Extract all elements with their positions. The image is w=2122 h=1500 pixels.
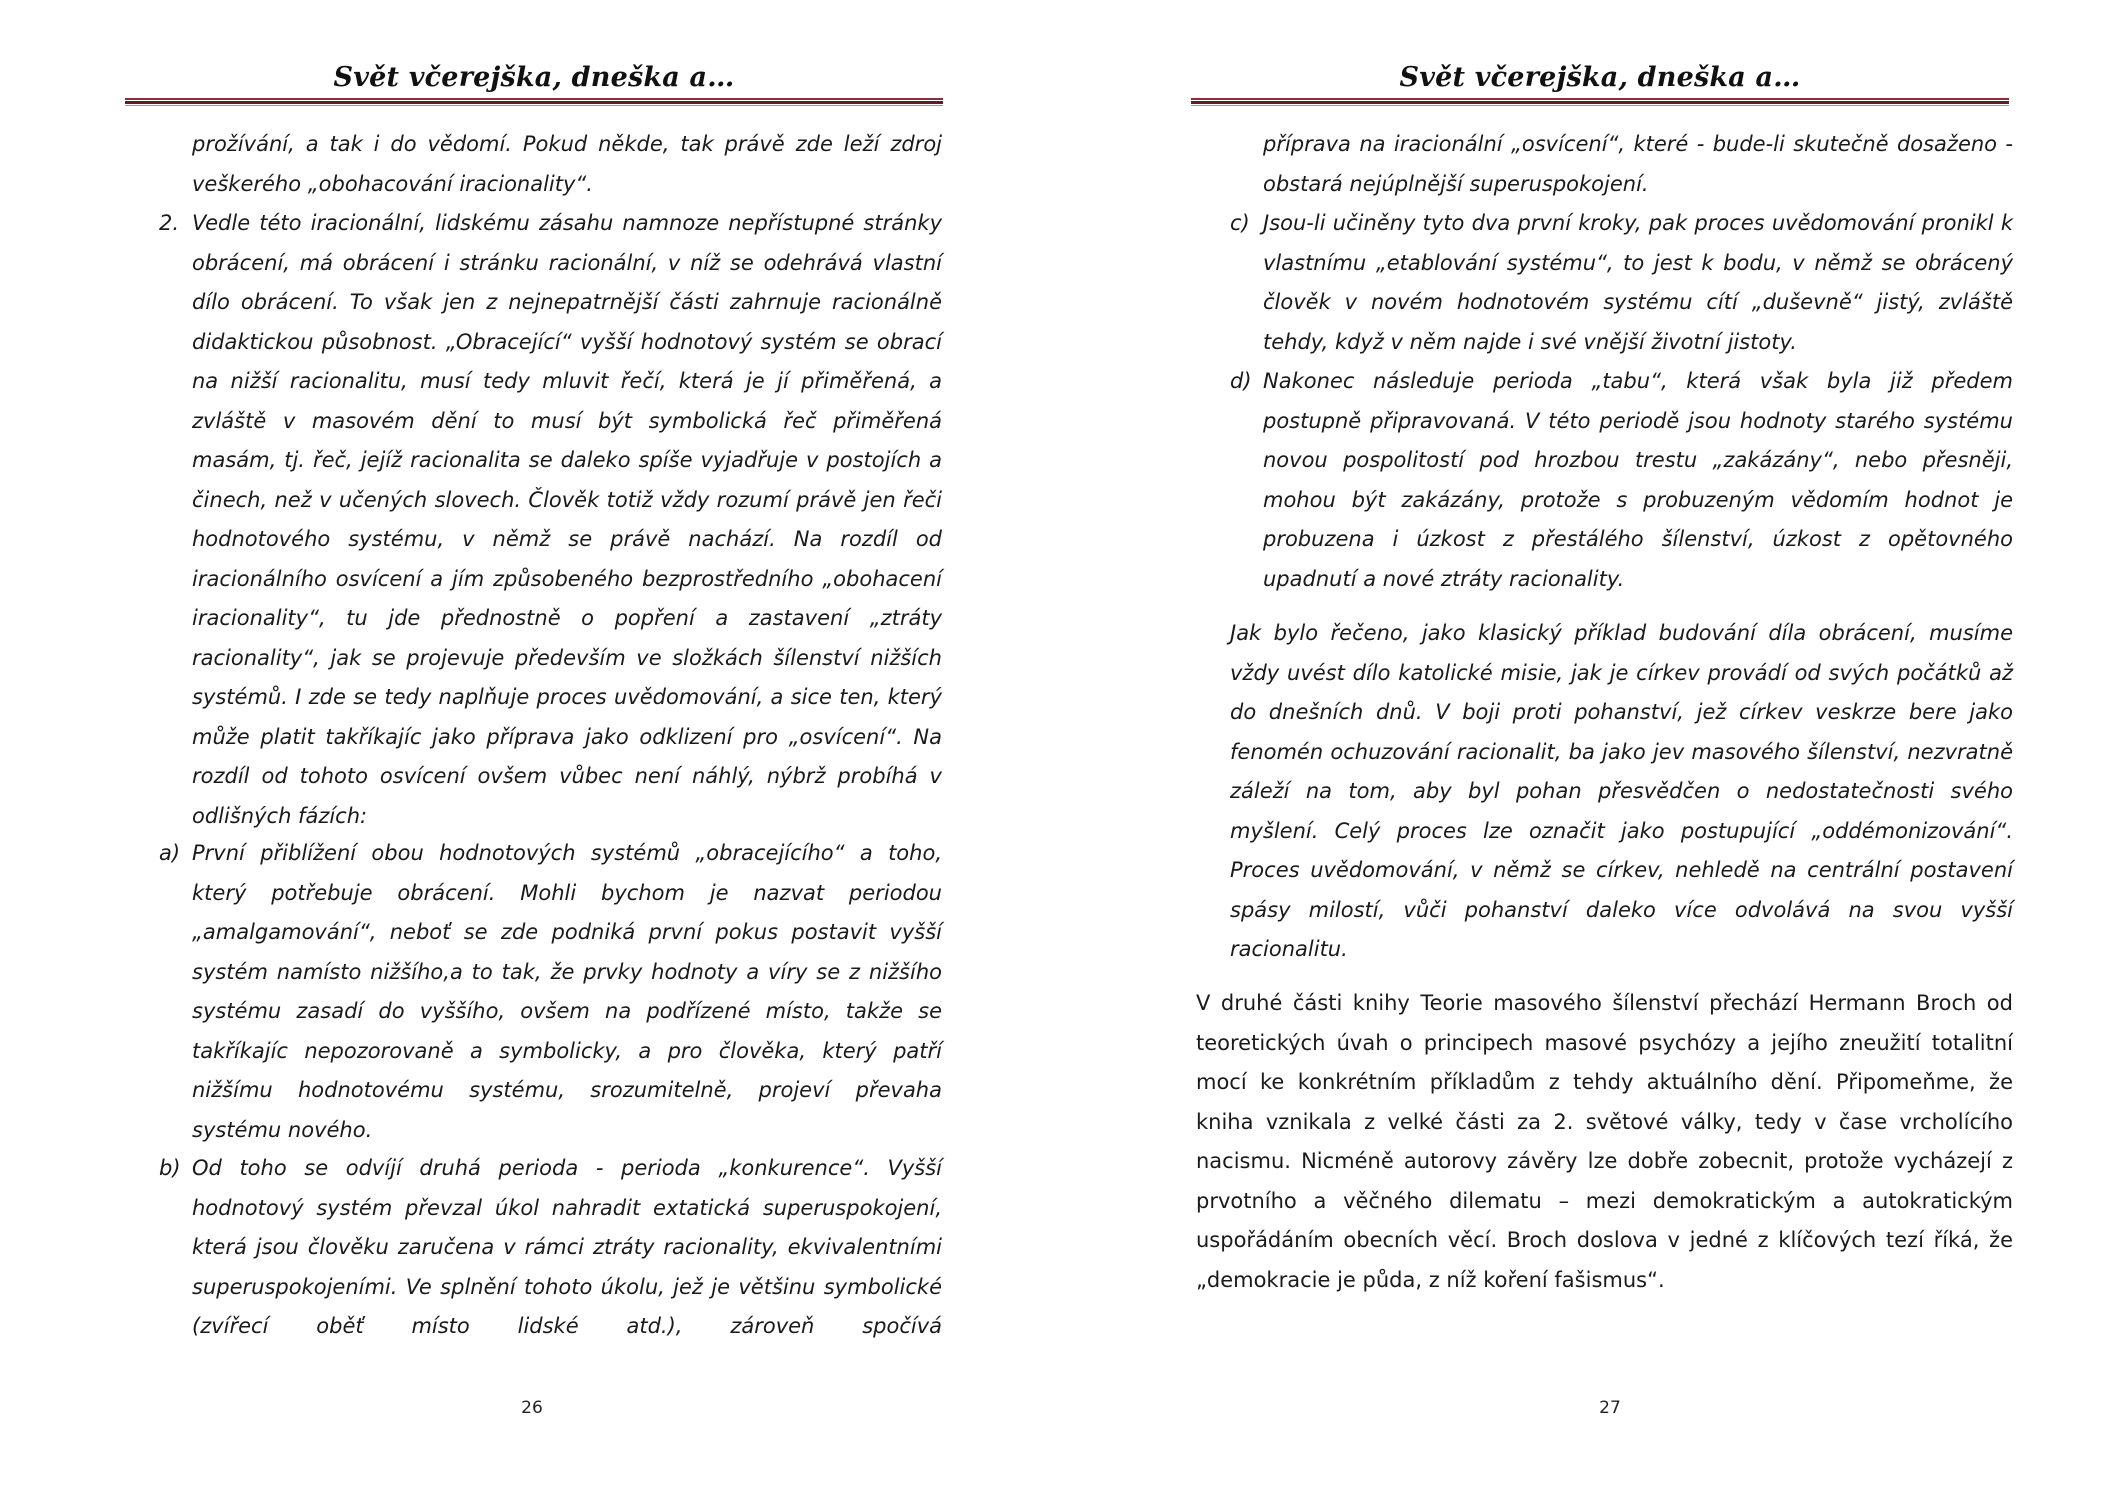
header-rule-line	[125, 105, 943, 106]
quote-paragraph: Jak bylo řečeno, jako klasický příklad budování díla obrácení, musíme vždy uvést dílo katolické misie, jak je církev provádí od svých počátků až do dnešních dnů. V boji proti pohanství, jež církev veskrze bere jako fenomén ochuzování racionalit, ba jako jev masového šílenství, nezvratně záleží na tom, aby byl pohan přesvědčen o nedostatečnosti svého myšlení. Celý proces lze označit jako postupující „oddémonizování“. Proces uvědomování, v němž se církev, nehledě na centrální postavení spásy milostí, vůči pohanství daleko více odvolává na svou vyšší racionalitu.	[1230, 621, 2013, 961]
list-marker: b)	[159, 1156, 181, 1180]
list-item-text: Vedle této iracionální, lidskému zásahu namnoze nepřístupné stránky obrácení, má obrácení i stránku racionální, v níž se odehrává vlastní dílo obrácení. To však jen z nejnepatrnější části zahrnuje racionálně didaktickou působnost. „Obracející“ vyšší hodnotový systém se obrací na nižší racionalitu, musí tedy mluvit řečí, která je jí přiměřená, a zvláště v masovém dění to musí být symbolická řeč přiměřená masám, tj. řeč, jejíž racionalita se daleko spíše vyjadřuje v postojích a činech, než v učených slovech. Člověk totiž vždy rozumí právě jen řeči hodnotového systému, v němž se právě nachází. Na rozdíl od iracionálního osvícení a jím způsobeného bezprostředního „obohacení iracionality“, tu jde přednostně o popření a zastavení „ztráty racionality“, jak se projevuje především ve složkách šílenství nižších systémů. I zde se tedy naplňuje proces uvědomování, a sice ten, který může platit takříkajíc jako příprava jako odklizení pro „osvícení“. Na rozdíl od tohoto osvícení ovšem vůbec není náhlý, nýbrž probíhá v odlišných fázích:	[192, 211, 942, 828]
list-item-text: Nakonec následuje perioda „tabu“, která však byla již předem postupně připravovaná. V této periodě jsou hodnoty starého systému novou pospolitostí pod hrozbou trestu „zakázány“, nebo přesněji, mohou být zakázány, protože s probuzeným vědomím hodnot je probuzena i úzkost z přestálého šílenství, úzkost z opětovného upadnutí a nové ztráty racionality.	[1263, 369, 2013, 591]
list-item	[1230, 362, 2013, 599]
body-paragraph: V druhé části knihy Teorie masového šílenství přechází Hermann Broch od teoretických úvah o principech masové psychózy a jejího zneužití totalitní mocí ke konkrétním příkladům z tehdy aktuálního dění. Připomeňme, že kniha vznikala z velké části za 2. světové války, tedy v čase vrcholícího nacismu. Nicméně autorovy závěry lze dobře zobecnit, protože vycházejí z prvotního a věčného dilematu – mezi demokratickým a autokratickým uspořádáním obecních věcí. Broch doslova v jedné z klíčových tezí říká, že „demokracie je půda, z níž koření fašismus“.	[1196, 991, 2013, 1292]
list-item-text: Od toho se odvíjí druhá perioda - perioda „konkurence“. Vyšší hodnotový systém převzal úkol nahradit extatická superuspokojení, která jsou člověku zaručena v rámci ztráty racionality, ekvivalentními superuspokojeními. Ve splnění tohoto úkolu, jež je většinu symbolické (zvířecí oběť místo lidské atd.), zároveň spočívá	[192, 1156, 942, 1338]
header-rule-line	[125, 98, 943, 100]
running-header: Svět včerejška, dneška a…	[1399, 62, 1801, 93]
header-rule-line	[1191, 101, 2009, 104]
list-item	[159, 834, 942, 1150]
continued-paragraph: prožívání, a tak i do vědomí. Pokud někde, tak právě zde leží zdroj veškerého „obohacování iracionality“.	[192, 132, 942, 196]
list-marker: c)	[1230, 211, 1250, 235]
page-number: 27	[1599, 1398, 1621, 1418]
header-rule-line	[1191, 98, 2009, 100]
header-rule-line	[1191, 105, 2009, 106]
list-item-text: Jsou-li učiněny tyto dva první kroky, pak proces uvědomování pronikl k vlastnímu „etablování systému“, to jest k bodu, v němž se obrácený člověk v novém hodnotovém systému cítí „duševně“ jistý, zvláště tehdy, když v něm najde i své vnější životní jistoty.	[1263, 211, 2013, 354]
list-marker: a)	[159, 841, 181, 865]
list-marker: d)	[1230, 369, 1252, 393]
right-page	[1061, 0, 2122, 1500]
header-rule	[125, 98, 943, 108]
page-number: 26	[521, 1398, 543, 1418]
list-item	[159, 204, 942, 836]
list-item	[159, 1149, 942, 1386]
running-header: Svět včerejška, dneška a…	[333, 62, 735, 93]
continued-paragraph: příprava na iracionální „osvícení“, které - bude-li skutečně dosaženo - obstará nejúplnější superuspokojení.	[1263, 132, 2013, 196]
list-marker: 2.	[159, 211, 180, 235]
header-rule	[1191, 98, 2009, 108]
header-rule-line	[125, 101, 943, 104]
list-item-text: První přiblížení obou hodnotových systémů „obracejícího“ a toho, který potřebuje obrácení. Mohli bychom je nazvat periodou „amalgamování“, neboť se zde podniká první pokus postavit vyšší systém namísto nižšího,a to tak, že prvky hodnoty a víry se z nižšího systému zasadí do vyššího, ovšem na podřízené místo, takže se takříkajíc nepozorovaně a symbolicky, a pro člověka, který patří nižšímu hodnotovému systému, srozumitelně, projeví převaha systému nového.	[192, 841, 942, 1142]
list-item	[1230, 204, 2013, 362]
